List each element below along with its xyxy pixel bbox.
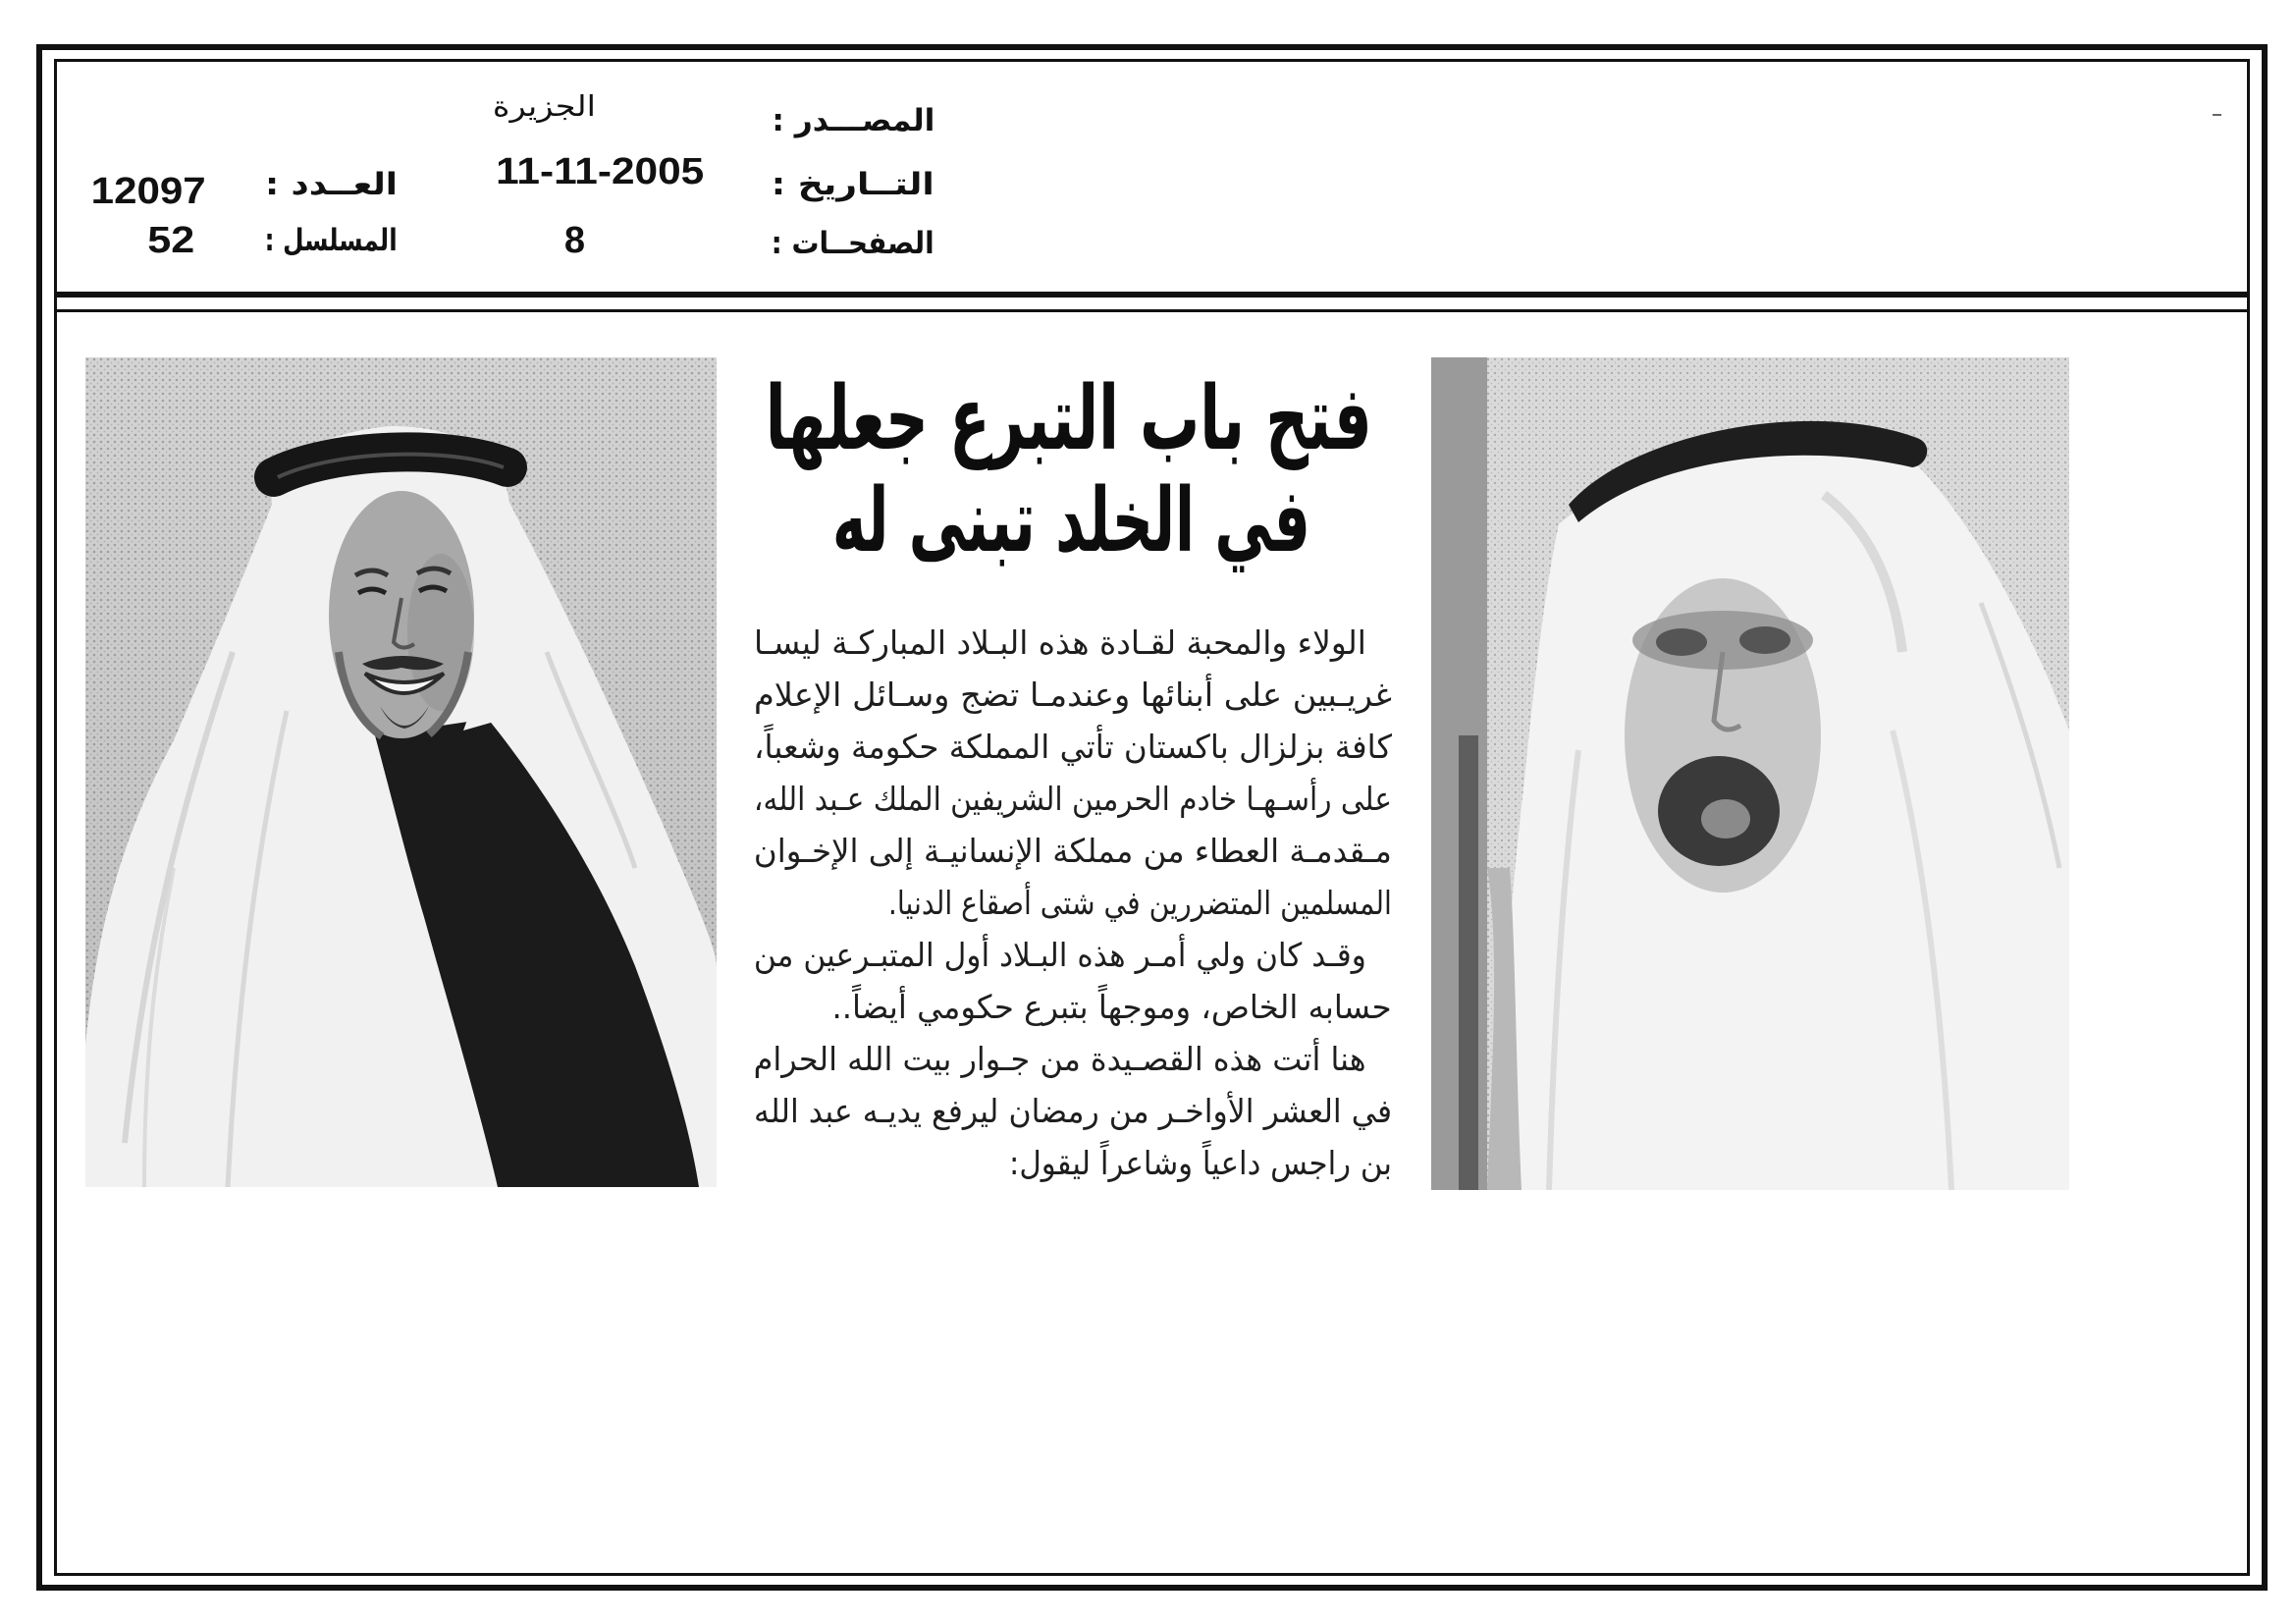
source-value <box>493 84 596 128</box>
pages-label <box>772 222 934 265</box>
issue-label <box>265 163 398 206</box>
pages-label-text: الصفحــات : <box>772 226 934 261</box>
body-line <box>754 1033 1366 1085</box>
issue-value-text: 12097 <box>91 170 206 212</box>
header-divider-thick <box>54 292 2250 298</box>
headline-line-1 <box>766 365 1372 471</box>
pages-value <box>561 217 585 264</box>
headline-line-2 <box>832 467 1310 573</box>
body-line <box>754 721 1392 773</box>
body-line-text: على رأسـهـا خادم الحرمين الشريفين الملك عـبد الله، <box>753 780 1392 818</box>
source-label-text: المصـــدر : <box>771 103 934 138</box>
date-value <box>496 148 704 195</box>
body-line-text: هنا أتت هذه القصـيدة من جـوار بيت الله الحرام <box>754 1040 1366 1078</box>
portrait-photo-left <box>85 357 717 1187</box>
body-line <box>754 1085 1392 1137</box>
body-line <box>1009 1137 1392 1189</box>
body-line-text: بن راجس داعياً وشاعراً ليقول: <box>1009 1144 1392 1182</box>
header-divider-thin <box>54 309 2250 312</box>
body-line-text: المسلمين المتضررين في شتى أصقاع الدنيا. <box>888 884 1392 922</box>
face <box>1625 578 1821 893</box>
body-line <box>754 825 1392 877</box>
headline-line-1-text: فتح باب التبرع جعلها <box>766 366 1372 470</box>
date-label-text: التــاريخ : <box>772 167 934 202</box>
pages-value-text: 8 <box>563 219 585 261</box>
body-line-text: مـقدمـة العطاء من مملكة الإنسانيـة إلى الإخـوان <box>753 832 1392 870</box>
serial-label <box>265 219 398 262</box>
body-line-text: كافة بزلزال باكستان تأتي المملكة حكومة وشعباً، <box>754 728 1392 766</box>
article-body <box>754 617 1392 1189</box>
source-label <box>772 99 934 142</box>
headline-line-2-text: في الخلد تبنى له <box>831 468 1310 572</box>
issue-label-text: العــدد : <box>264 167 398 202</box>
body-line-text: غريـبين على أبنائها وعندمـا تضج وسـائل الإعلام <box>754 676 1392 714</box>
body-line-text: في العشر الأواخـر من رمضان ليرفع يديـه عبد الله <box>753 1092 1392 1130</box>
body-line <box>832 981 1392 1033</box>
source-value-text: الجزيرة <box>493 89 596 123</box>
serial-value <box>147 217 194 264</box>
body-line <box>888 877 1392 929</box>
body-line <box>754 669 1392 721</box>
body-line <box>754 773 1392 825</box>
body-line-text: وقـد كان ولي أمـر هذه البـلاد أول المتبـرعين من <box>754 936 1366 974</box>
date-label <box>772 163 934 206</box>
scan-mark <box>2213 114 2221 116</box>
date-value-text: 11-11-2005 <box>495 150 704 192</box>
body-line-text: الولاء والمحبة لقـادة هذه البـلاد المباركـة ليسـا <box>754 623 1366 662</box>
body-line <box>754 929 1366 981</box>
portrait-photo-right <box>1431 357 2069 1190</box>
serial-value-text: 52 <box>146 219 194 261</box>
serial-label-text: المسلسل : <box>265 223 398 258</box>
issue-value <box>91 168 206 215</box>
body-line <box>754 617 1366 669</box>
body-line-text: حسابه الخاص، وموجهاً بتبرع حكومي أيضاً.. <box>831 988 1392 1026</box>
portrait-left-image <box>85 357 717 1187</box>
portrait-right-image <box>1431 357 2069 1190</box>
